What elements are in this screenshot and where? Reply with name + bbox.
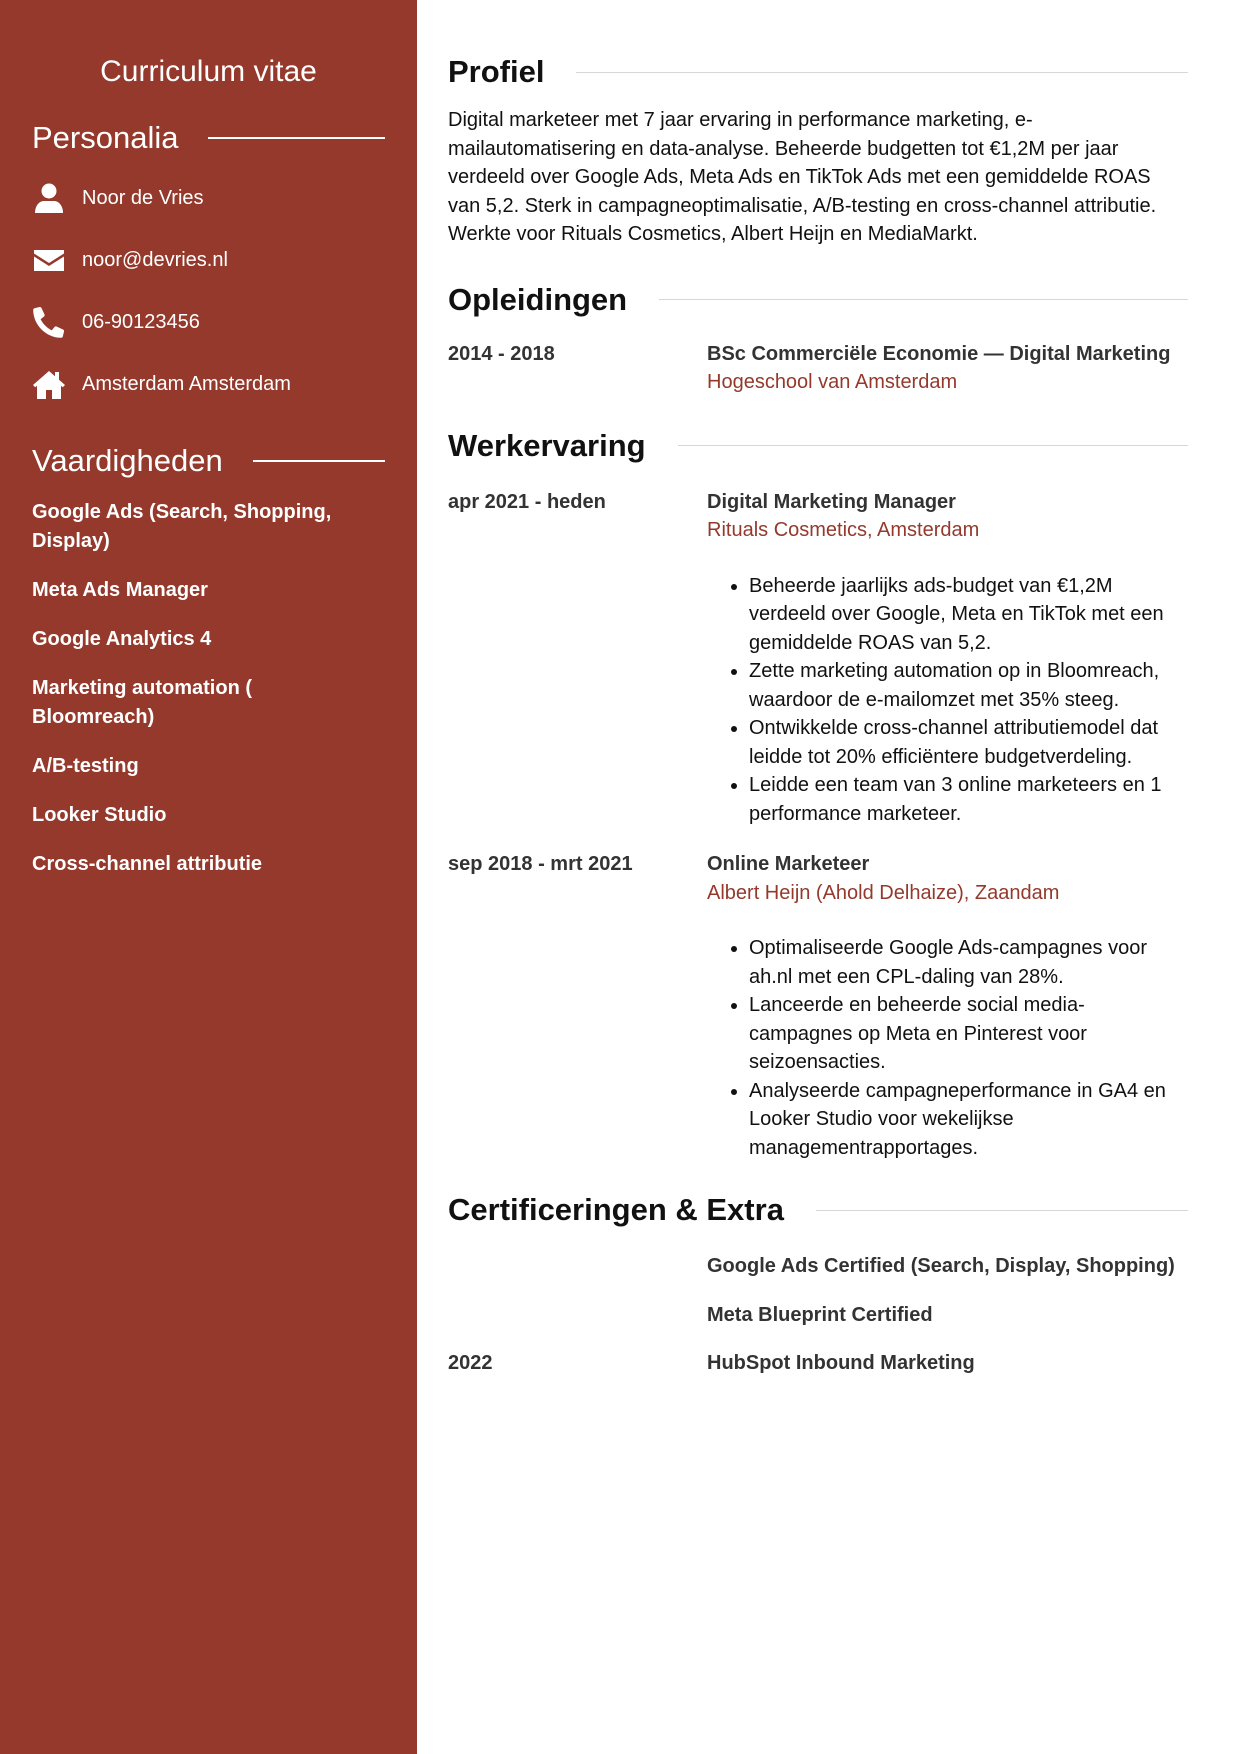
job-bullets <box>707 572 1188 829</box>
skill-item: Meta Ads Manager <box>32 579 208 601</box>
job-body <box>707 488 1188 829</box>
job-bullet: • Zette marketing automation op in Bloomreach, waardoor de e-mailomzet met 35% steeg. <box>749 657 1188 714</box>
main-content <box>448 0 1188 1378</box>
certificeringen-heading-row <box>448 1190 1188 1230</box>
job-company: Albert Heijn (Ahold Delhaize), Zaandam <box>707 881 1060 904</box>
contact-address-text: Amsterdam Amsterdam <box>82 372 291 395</box>
contact-name <box>32 167 385 229</box>
certificate-body <box>707 1349 1188 1378</box>
personalia-heading-row <box>32 119 385 157</box>
certificate-date: 2022 <box>448 1352 493 1374</box>
profile-summary: Digital marketeer met 7 jaar ervaring in performance marketing, e-mailautomatisering en data-analyse. Beheerde budgetten tot €1,2M per jaar verdeeld over Google Ads, Meta Ads en TikTok Ads met een gemiddelde ROAS van 5,2. Sterk in campagneoptimalisatie, A/B-testing en cross-channel attributie. Werkte voor Rituals Cosmetics, Albert Heijn en MediaMarkt. <box>448 109 1157 245</box>
job-bullet: • Lanceerde en beheerde social media-campagnes op Meta en Pinterest voor seizoensacties. <box>749 991 1188 1077</box>
phone-icon <box>32 305 66 339</box>
certificate-entry <box>448 1349 1188 1378</box>
certificeringen-divider <box>816 1210 1188 1211</box>
personalia-heading: Personalia <box>32 120 179 155</box>
job-bullet: • Ontwikkelde cross-channel attributiemodel dat leidde tot 20% efficiëntere budgetverdeling. <box>749 714 1188 771</box>
job-bullets <box>707 934 1188 1162</box>
user-icon <box>32 181 66 215</box>
werkervaring-heading: Werkervaring <box>448 427 646 463</box>
skill-item: Google Ads (Search, Shopping, Display) <box>32 501 332 552</box>
profiel-heading-row <box>448 52 1188 92</box>
contact-list <box>32 167 385 415</box>
contact-email <box>32 229 385 291</box>
job-company: Rituals Cosmetics, Amsterdam <box>707 519 980 541</box>
opleidingen-heading-row <box>448 280 1188 320</box>
skills-heading-row <box>32 442 385 480</box>
education-degree: BSc Commerciële Economie — Digital Marketing <box>707 342 1171 365</box>
sidebar <box>0 0 417 1754</box>
skills-heading: Vaardigheden <box>32 443 223 478</box>
cv-title: Curriculum vitae <box>100 55 317 88</box>
werkervaring-divider <box>678 445 1188 446</box>
contact-address <box>32 353 385 415</box>
job-body <box>707 850 1188 1162</box>
profiel-divider <box>576 72 1188 73</box>
job-bullet: • Leidde een team van 3 online marketeers en 1 performance marketeer. <box>749 771 1188 828</box>
skill-item: Cross-channel attributie <box>32 853 263 875</box>
skills-divider <box>253 460 385 462</box>
contact-email-text[interactable]: noor@devries.nl <box>82 248 228 271</box>
skill-item: A/B-testing <box>32 755 139 777</box>
job-bullet: • Beheerde jaarlijks ads-budget van €1,2M verdeeld over Google, Meta en TikTok met een gemiddelde ROAS van 5,2. <box>749 572 1188 658</box>
skill-item: Marketing automation ( Bloomreach) <box>32 677 253 728</box>
envelope-icon <box>32 243 66 277</box>
job-date: apr 2021 - heden <box>448 490 606 513</box>
certificate-body <box>707 1252 1188 1281</box>
personalia-divider <box>208 137 385 139</box>
contact-phone <box>32 291 385 353</box>
skill-item: Looker Studio <box>32 804 167 826</box>
certificate-date <box>448 1301 707 1330</box>
job-bullet: • Analyseerde campagneperformance in GA4 en Looker Studio voor wekelijkse managementrapportages. <box>749 1077 1188 1163</box>
opleidingen-heading: Opleidingen <box>448 281 628 317</box>
certificate-entry <box>448 1301 1188 1330</box>
skills-list <box>32 498 385 879</box>
certificate-body <box>707 1301 1188 1330</box>
certificeringen-heading: Certificeringen & Extra <box>448 1192 784 1227</box>
job-bullet: • Optimaliseerde Google Ads-campagnes voor ah.nl met een CPL-daling van 28%. <box>749 934 1188 991</box>
education-entry <box>448 340 1188 397</box>
job-date: sep 2018 - mrt 2021 <box>448 853 633 875</box>
profiel-heading: Profiel <box>448 54 545 89</box>
skill-item: Google Analytics 4 <box>32 628 212 650</box>
job-title: Online Marketeer <box>707 853 870 875</box>
education-school: Hogeschool van Amsterdam <box>707 371 958 393</box>
home-icon <box>32 367 66 401</box>
job-entry <box>448 850 1188 1162</box>
contact-phone-text[interactable]: 06-90123456 <box>82 310 200 333</box>
certificate-title: HubSpot Inbound Marketing <box>707 1352 975 1374</box>
opleidingen-divider <box>659 299 1188 300</box>
job-title: Digital Marketing Manager <box>707 490 956 513</box>
certificate-entry <box>448 1252 1188 1281</box>
job-entry <box>448 488 1188 829</box>
education-body <box>707 340 1188 397</box>
certificate-date <box>448 1252 707 1281</box>
certificate-title: Meta Blueprint Certified <box>707 1303 933 1326</box>
certificate-title: Google Ads Certified (Search, Display, Shopping) <box>707 1255 1175 1277</box>
education-date: 2014 - 2018 <box>448 342 555 365</box>
werkervaring-heading-row <box>448 426 1188 466</box>
contact-name-text: Noor de Vries <box>82 186 204 209</box>
